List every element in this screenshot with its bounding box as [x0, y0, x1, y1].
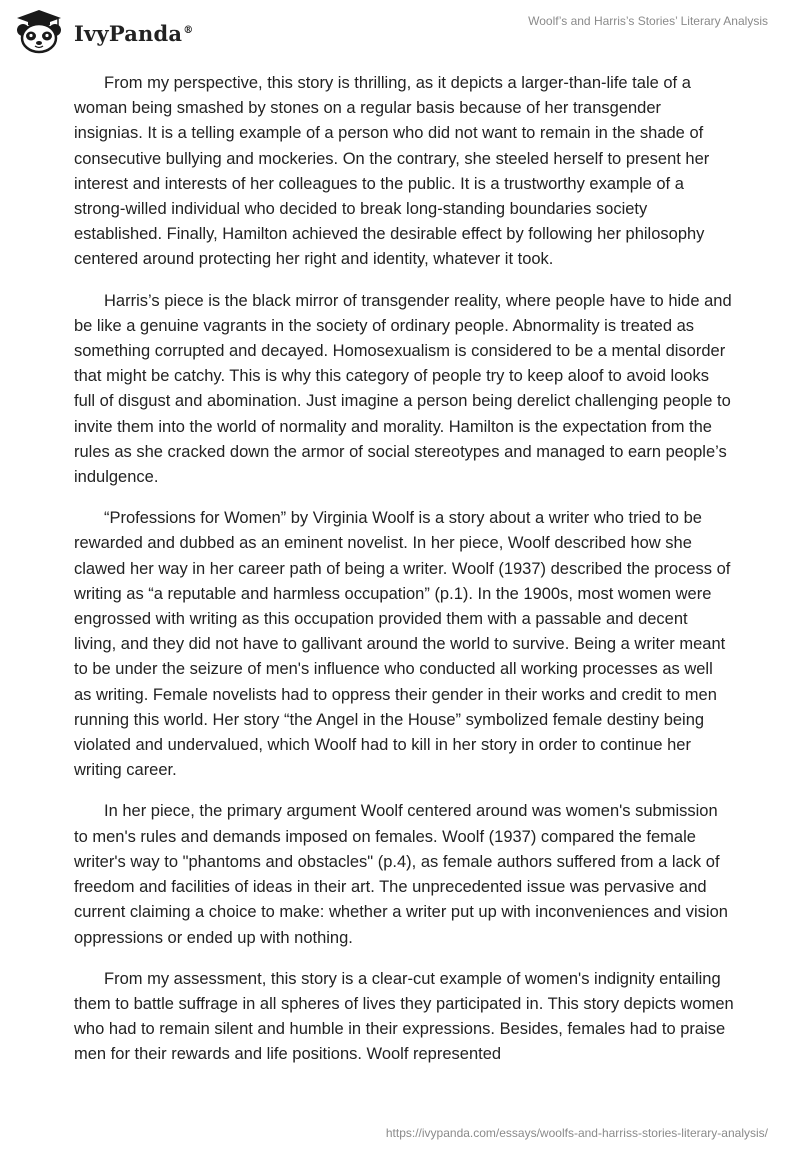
- essay-body: [74, 71, 734, 1084]
- logo-wordmark: IvyPanda®: [74, 20, 194, 46]
- document-title: Woolf’s and Harris’s Stories’ Literary Analysis: [528, 14, 768, 28]
- ivypanda-logo[interactable]: [14, 8, 193, 54]
- panda-graduation-icon: [14, 8, 64, 54]
- essay-paragraph: Harris’s piece is the black mirror of transgender reality, where people have to hide and be like a genuine vagrants in the society of ordinary people. Abnormality is treated as something corrupted and decayed. Homosexualism is considered to be a mental disorder that might be catchy. This is why this category of people try to keep aloof to avoid looks full of disgust and abomination. Just imagine a person being derelict challenging people to invite them into the world of normality and morality. Hamilton is the expectation from the rules as she cracked down the armor of social stereotypes and managed to earn people’s indulgence.: [74, 291, 732, 487]
- essay-paragraph: From my perspective, this story is thrilling, as it depicts a larger-than-life tale of a woman being smashed by stones on a regular basis because of her transgender insignias. It is a telling example of a person who did not want to remain in the shade of consecutive bullying and mockeries. On the contrary, she steeled herself to present her interest and interests of her colleagues to the public. It is a trustworthy example of a strong-willed individual who decided to break long-standing boundaries society established. Finally, Hamilton achieved the desirable effect by following her philosophy centered around protecting her right and identity, whatever it took.: [74, 74, 710, 269]
- essay-paragraph: From my assessment, this story is a clear-cut example of women's indignity entailing them to battle suffrage in all spheres of lives they participated in. This story depicts women who had to remain silent and humble in their expressions. Besides, females had to praise men for their rewards and life positions. Woolf represented: [74, 969, 734, 1064]
- source-url[interactable]: https://ivypanda.com/essays/woolfs-and-harriss-stories-literary-analysis/: [385, 1126, 768, 1140]
- essay-paragraph: In her piece, the primary argument Woolf centered around was women's submission to men's rules and demands imposed on females. Woolf (1937) compared the female writer's way to "phantoms and obstacles" (p.4), as female authors suffered from a lack of freedom and facilities of ideas in their art. The unprecedented issue was pervasive and current claiming a choice to make: whether a writer put up with inconveniences and vision oppressions or ended up with nothing.: [74, 802, 728, 947]
- essay-paragraph: “Professions for Women” by Virginia Woolf is a story about a writer who tried to be rewarded and dubbed as an eminent novelist. In her piece, Woolf described how she clawed her way in her career path of being a writer. Woolf (1937) described the process of writing as “a reputable and harmless occupation” (p.1). In the 1900s, most women were engrossed with writing as this occupation provided them with a passable and decent living, and they did not have to gallivant around the world to survive. Being a writer meant to be under the seizure of men's influence who conducted all working processes as well as writing. Female novelists had to oppress their gender in their works and credit to men running this world. Her story “the Angel in the House” symbolized female destiny being violated and undervalued, which Woolf had to kill in her story in order to continue her writing career.: [74, 509, 731, 780]
- registered-mark: ®: [183, 24, 194, 36]
- page-header: [0, 0, 800, 62]
